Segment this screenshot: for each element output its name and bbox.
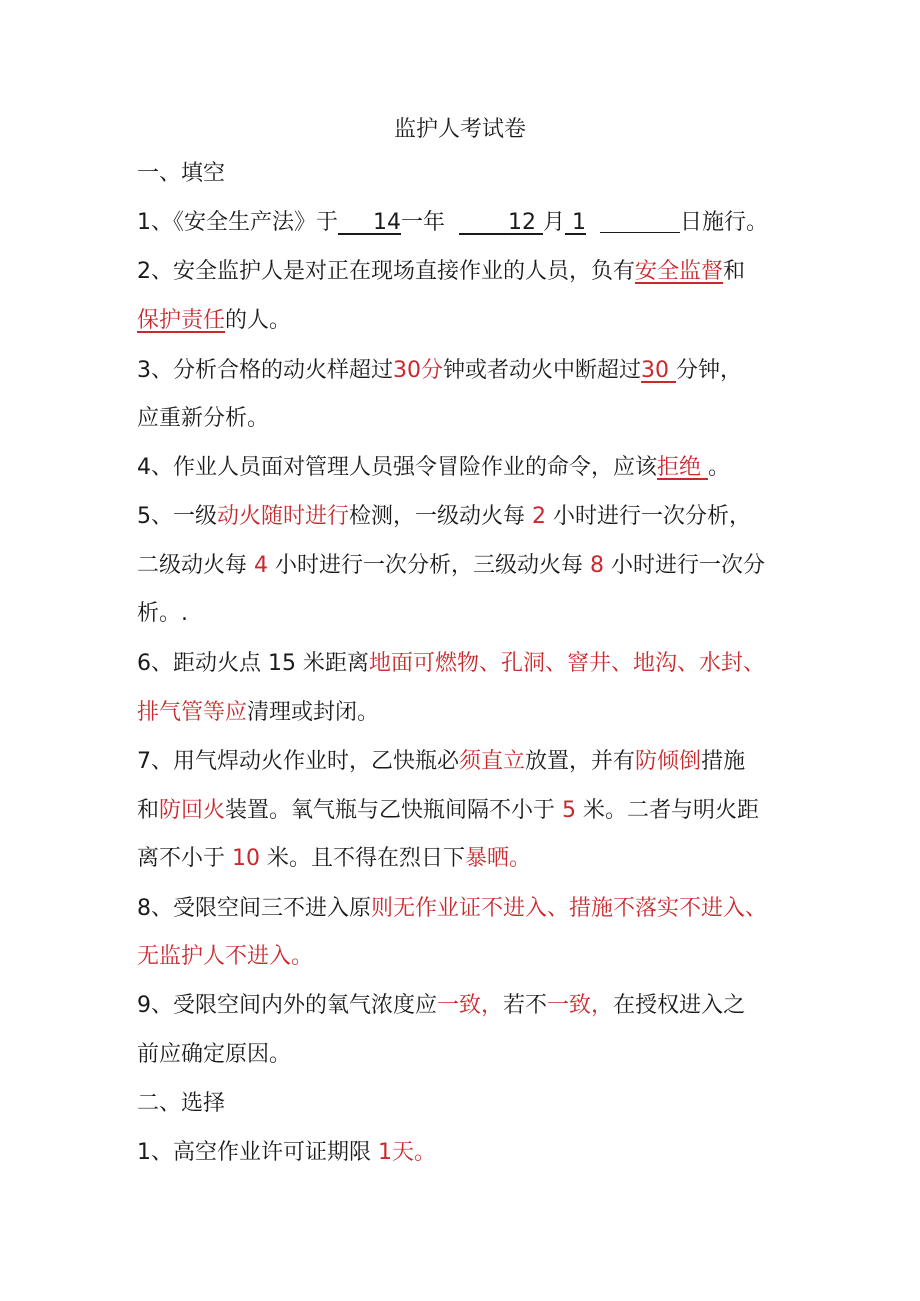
answer-30: 30: [641, 358, 670, 383]
question-7-cont: 和防回火装置。氧气瓶与乙快瓶间隔不小于 5 米。二者与明火距: [137, 798, 760, 823]
answer-flashback: 防回火: [159, 798, 226, 823]
question-number: 5、: [137, 504, 173, 529]
question-6-cont: 排气管等应清理或封闭。: [137, 700, 380, 725]
question-number: 8、: [137, 896, 173, 921]
question-number: 4、: [137, 455, 173, 480]
answer-hazards: 地面可燃物、孔洞、窨井、地沟、水封、: [369, 651, 766, 676]
answer-1-day: 1天。: [378, 1140, 437, 1165]
answer-exhaust: 排气管等应: [137, 700, 248, 725]
question-3-cont: 应重新分析。: [137, 406, 270, 431]
question-number: 7、: [137, 749, 173, 774]
section-choice-heading: 二、选择: [137, 1091, 226, 1116]
answer-no-guardian: 无监护人不进入。: [137, 944, 314, 969]
answer-year: 14: [372, 210, 401, 235]
answer-supervision: 安全监督: [635, 259, 724, 284]
answer-anti-tip: 防倾倒: [635, 749, 702, 774]
answer-continuous: 动火随时进行: [217, 504, 350, 529]
question-5-cont: 二级动火每 4 小时进行一次分析，三级动火每 8 小时进行一次分: [137, 553, 766, 578]
question-1: 1、《安全生产法》于 14一年 12 月 1 日施行。: [137, 210, 768, 235]
question-2: 2、安全监护人是对正在现场直接作业的人员，负有安全监督和: [137, 259, 746, 284]
choice-1: 1、高空作业许可证期限 1天。: [137, 1140, 437, 1165]
question-7-cont-2: 离不小于 10 米。且不得在烈日下暴晒。: [137, 846, 532, 871]
question-2-cont: 保护责任的人。: [137, 308, 292, 333]
question-6: 6、距动火点 15 米距离地面可燃物、孔洞、窨井、地沟、水封、: [137, 651, 766, 676]
answer-refuse: 拒绝: [657, 455, 702, 480]
answer-consistent-2: 一致，: [547, 993, 614, 1018]
answer-blank: [600, 208, 680, 233]
question-5: 5、一级动火随时进行检测，一级动火每 2 小时进行一次分析，: [137, 504, 752, 529]
answer-protection: 保护责任: [137, 308, 226, 333]
section-fill-heading: 一、填空: [137, 161, 226, 186]
answer-consistent: 一致，: [437, 993, 504, 1018]
question-3: 3、分析合格的动火样超过30分钟或者动火中断超过30 分钟，: [137, 358, 743, 383]
question-5-cont-2: 析。.: [137, 601, 188, 626]
answer-2: 2: [532, 504, 547, 529]
answer-three-no: 则无作业证不进入、措施不落实不进入、: [371, 896, 768, 921]
answer-day: 1: [571, 210, 586, 235]
answer-upright: 须直立: [459, 749, 526, 774]
answer-5: 5: [562, 798, 577, 823]
question-number: 6、: [137, 651, 173, 676]
answer-8: 8: [590, 553, 605, 578]
answer-month: 12: [507, 210, 536, 235]
question-7: 7、用气焊动火作业时，乙快瓶必须直立放置，并有防倾倒措施: [137, 749, 746, 774]
question-8: 8、受限空间三不进入原则无作业证不进入、措施不落实不进入、: [137, 896, 768, 921]
question-number: 2、: [137, 259, 173, 284]
page-title: 监护人考试卷: [393, 117, 526, 142]
answer-4: 4: [254, 553, 269, 578]
question-9: 9、受限空间内外的氧气浓度应一致，若不一致，在授权进入之: [137, 993, 746, 1018]
answer-sun: 暴晒。: [465, 846, 532, 871]
question-4: 4、作业人员面对管理人员强令冒险作业的命令，应该拒绝 。: [137, 455, 731, 480]
question-9-cont: 前应确定原因。: [137, 1042, 292, 1067]
question-number: 3、: [137, 358, 173, 383]
question-number: 9、: [137, 993, 173, 1018]
answer-30-min: 30分: [393, 358, 444, 383]
question-8-cont: [137, 941, 837, 973]
question-number: 1、: [137, 1140, 173, 1165]
question-number: 1、: [137, 210, 173, 235]
answer-10: 10: [232, 846, 261, 871]
